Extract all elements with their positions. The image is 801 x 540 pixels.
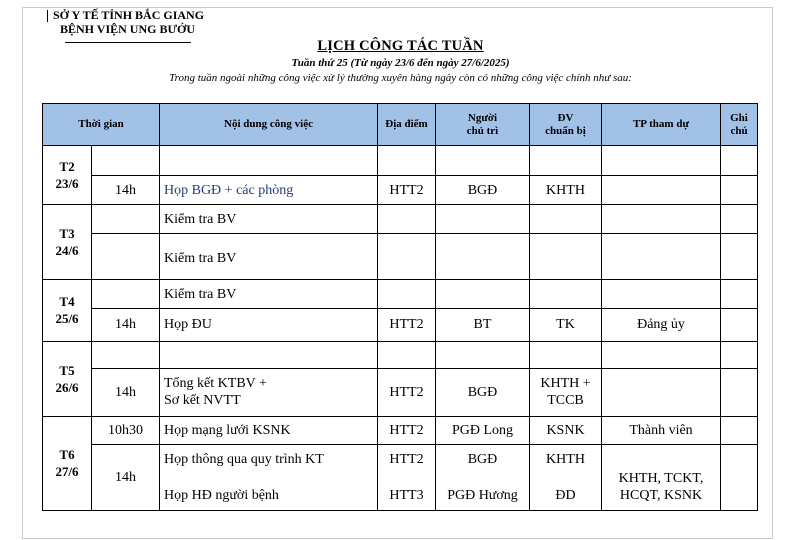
chair-line: BGĐ (467, 451, 498, 467)
cell-location: HTT2 (378, 176, 436, 205)
table-row (43, 309, 758, 341)
col-prep-l1: ĐV (557, 111, 574, 124)
cell-content: Kiểm tra BV (160, 280, 378, 309)
day-name: T4 (59, 294, 75, 310)
page-title: LỊCH CÔNG TÁC TUẦN (317, 38, 484, 54)
prep-line: KHTH + (540, 376, 591, 392)
cell-chair: BT (436, 309, 530, 341)
cell-chair: BGĐ (436, 176, 530, 205)
day-date: 26/6 (55, 379, 79, 395)
week-subtitle: Tuần thứ 25 (Từ ngày 23/6 đến ngày 27/6/2025) (291, 57, 510, 69)
cell-attend: Đảng ủy (602, 309, 721, 341)
cell-time: 14h (92, 444, 160, 510)
cell-content: Họp BGĐ + các phòng (160, 176, 378, 205)
cell-time: 14h (92, 368, 160, 416)
day-name: T3 (59, 226, 75, 242)
cell-location: HTT2 (378, 416, 436, 444)
organization-header (48, 8, 248, 36)
day-date: 25/6 (55, 311, 79, 327)
cell-content: Kiểm tra BV (160, 234, 378, 280)
cell-chair: PGĐ Long (436, 416, 530, 444)
day-name: T2 (59, 159, 75, 175)
day-name: T5 (59, 362, 75, 378)
day-date: 24/6 (55, 243, 79, 259)
location-line: HTT2 (389, 451, 424, 467)
day-date: 23/6 (55, 176, 79, 192)
table-row (43, 368, 758, 416)
day-t5 (43, 341, 92, 416)
table-row (43, 341, 758, 368)
day-date: 27/6 (55, 464, 79, 480)
cell-time: 10h30 (92, 416, 160, 444)
col-note (721, 104, 758, 146)
attend-line: KHTH, TCKT, (618, 471, 704, 487)
attend-line: HCQT, KSNK (619, 488, 703, 504)
cell-prep: KSNK (530, 416, 602, 444)
col-location: Địa điểm (378, 104, 436, 146)
day-t6 (43, 416, 92, 510)
prep-line: TCCB (547, 393, 584, 409)
col-chair (436, 104, 530, 146)
col-content: Nội dung công việc (160, 104, 378, 146)
table-row (43, 234, 758, 280)
schedule-table (42, 103, 758, 511)
cell-time: 14h (92, 309, 160, 341)
content-line: Họp thông qua quy trình KT (164, 451, 324, 467)
cell-content (160, 444, 378, 510)
cell-content: Kiểm tra BV (160, 205, 378, 234)
org-department: SỞ Y TẾ TỈNH BẮC GIANG (53, 8, 205, 22)
cell-location: HTT2 (378, 368, 436, 416)
day-t2 (43, 146, 92, 205)
cell-prep: TK (530, 309, 602, 341)
cell-time: 14h (92, 176, 160, 205)
col-note-l2: chú (730, 124, 748, 137)
chair-line: PGĐ Hương (447, 487, 518, 503)
cell-prep: KHTH (530, 176, 602, 205)
cell-attend (602, 444, 721, 510)
cell-chair (436, 444, 530, 510)
content-line: Tổng kết KTBV + (164, 376, 267, 392)
cell-location: HTT2 (378, 309, 436, 341)
prep-line: KHTH (546, 451, 585, 467)
cell-content: Họp ĐU (160, 309, 378, 341)
header-row (43, 104, 758, 146)
intro-text: Trong tuần ngoài những công việc xử lý thường xuyên hàng ngày còn có những công việc chính như sau: (169, 72, 632, 84)
col-time: Thời gian (43, 104, 160, 146)
table-row (43, 176, 758, 205)
cell-content: Họp mạng lưới KSNK (160, 416, 378, 444)
location-line: HTT3 (389, 487, 424, 503)
table-row (43, 280, 758, 309)
content-line: Họp HĐ người bệnh (164, 487, 279, 503)
org-hospital: BỆNH VIỆN UNG BƯỚU (60, 22, 196, 36)
cell-location (378, 444, 436, 510)
prep-line: ĐD (555, 487, 576, 503)
col-note-l1: Ghi (730, 111, 748, 124)
day-t4 (43, 280, 92, 341)
col-prep-l2: chuẩn bị (545, 124, 586, 137)
content-line: Sơ kết NVTT (164, 393, 241, 409)
table-row (43, 146, 758, 176)
table-row (43, 444, 758, 510)
table-row (43, 205, 758, 234)
col-chair-l2: chủ trì (466, 124, 499, 137)
col-chair-l1: Người (467, 111, 498, 124)
col-prep (530, 104, 602, 146)
cell-prep (530, 444, 602, 510)
cell-chair: BGĐ (436, 368, 530, 416)
table-row (43, 416, 758, 444)
day-name: T6 (59, 447, 75, 463)
cell-prep (530, 368, 602, 416)
day-t3 (43, 205, 92, 280)
cell-content (160, 368, 378, 416)
cell-attend: Thành viên (602, 416, 721, 444)
col-attend: TP tham dự (602, 104, 721, 146)
